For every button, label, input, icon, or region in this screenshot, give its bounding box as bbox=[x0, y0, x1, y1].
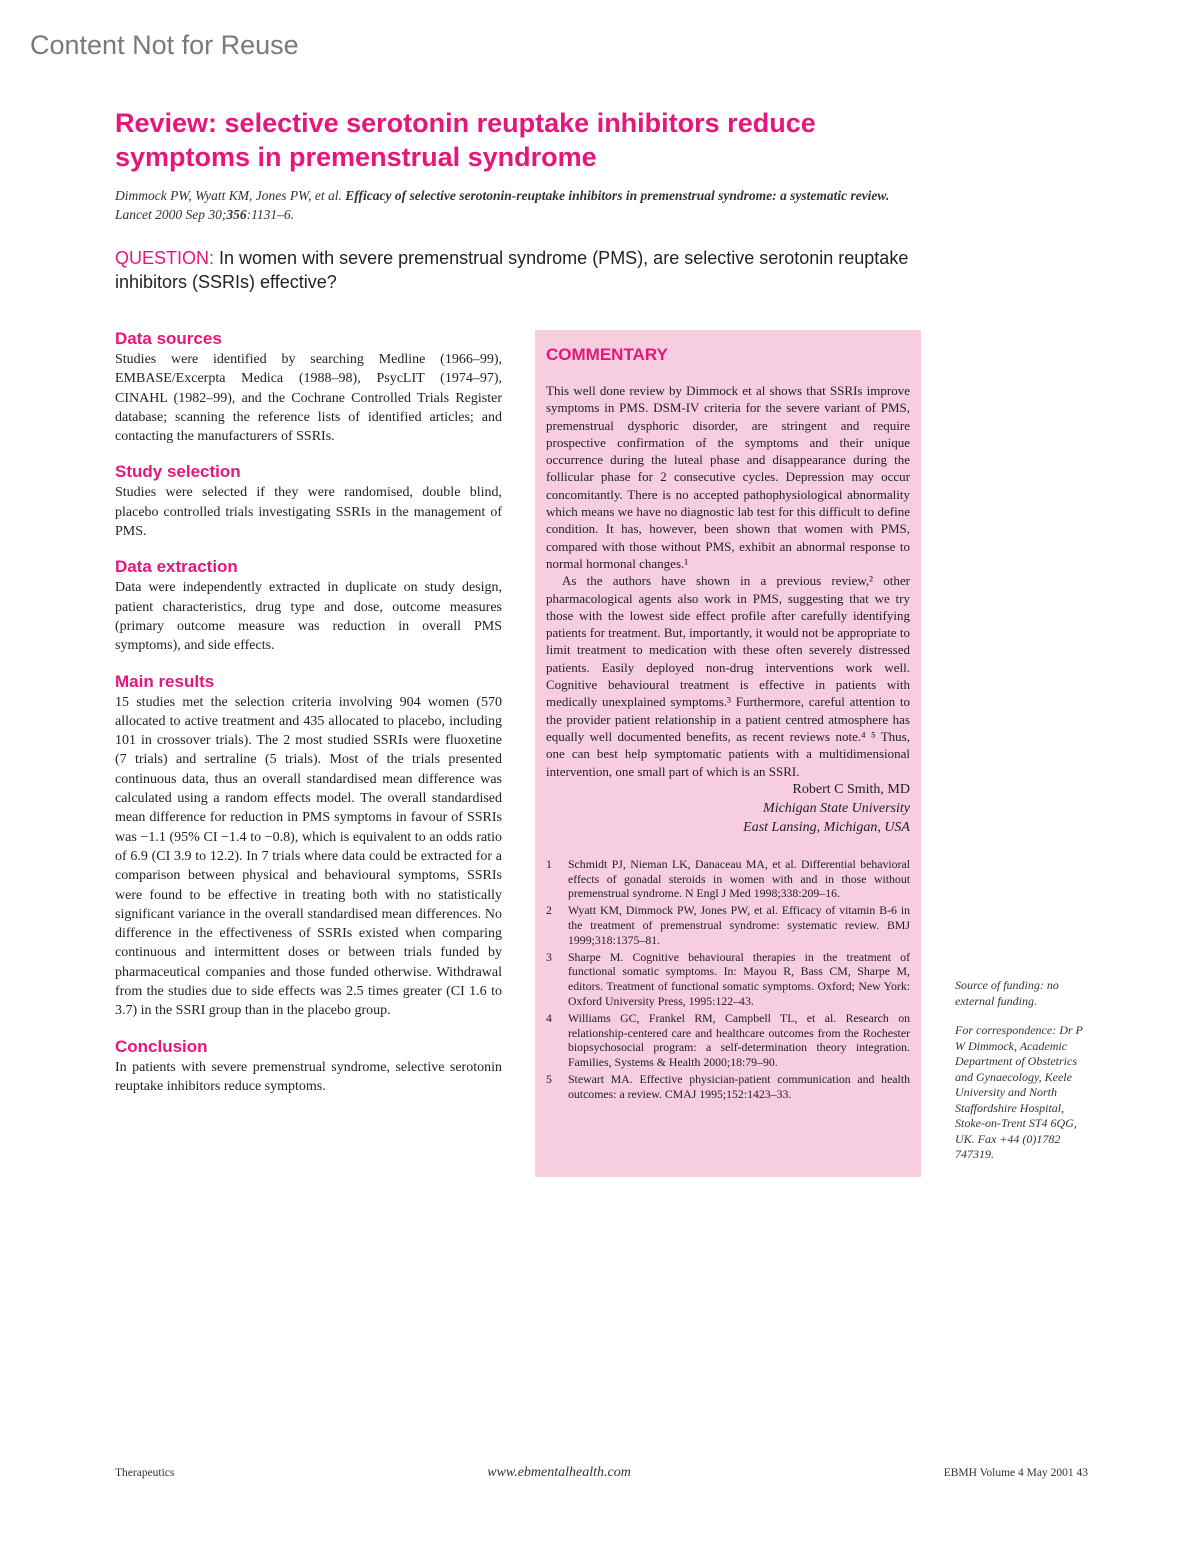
section-heading-data-extraction: Data extraction bbox=[115, 557, 238, 577]
footer-journal-info: EBMH Volume 4 May 2001 43 bbox=[943, 1467, 1088, 1479]
reference-text: Sharpe M. Cognitive behavioural therapies in the treatment of functional somatic symptoms. In: Mayou R, Bass CM, Sharpe M, editors. Treatment of functional somatic symptoms. Oxford; New York: Oxford University Press, 1995:122–43. bbox=[568, 949, 910, 1008]
reference-item bbox=[546, 1072, 910, 1102]
reference-text: Schmidt PJ, Nieman LK, Danaceau MA, et al. Differential behavioral effects of gonadal steroids in women with and in those without premenstrual syndrome. N Engl J Med 1998;338:209–16. bbox=[568, 856, 910, 901]
section-heading-main-results: Main results bbox=[115, 671, 215, 691]
reference-number: 5 bbox=[546, 1071, 552, 1086]
question bbox=[115, 246, 915, 294]
reference-item bbox=[546, 857, 910, 901]
section-heading-study-selection: Study selection bbox=[115, 462, 241, 482]
citation-authors: Dimmock PW, Wyatt KM, Jones PW, et al. bbox=[115, 188, 342, 203]
citation bbox=[115, 186, 915, 224]
reference-item bbox=[546, 1011, 910, 1070]
reference-text: Stewart MA. Effective physician-patient communication and health outcomes: a review. CMAJ 1995;152:1423–33. bbox=[568, 1071, 910, 1101]
citation-article-title: Efficacy of selective serotonin-reuptake inhibitors in premenstrual syndrome: a systematic review. bbox=[345, 188, 890, 203]
footer-website: www.ebmentalhealth.com bbox=[487, 1465, 631, 1480]
commentary-paragraph: This well done review by Dimmock et al shows that SSRIs improve symptoms in PMS. DSM-IV criteria for the severe variant of PMS, premenstrual dysphoric disorder, are stringent and require prospective confirmation of the symptoms and their unique occurrence during the luteal phase and disappearance during the follicular phase for 2 consecutive cycles. Depression may occur concomitantly. There is no accepted pathophysiological abnormality which means we have no diagnostic lab test for this difficult to define condition. It has, however, been shown that women with PMS, compared with those without PMS, exhibit an abnormal response to normal hormonal changes.¹ bbox=[546, 383, 910, 571]
section-text-data-sources: Studies were identified by searching Medline (1966–99), EMBASE/Excerpta Medica (1988–98), PsycLIT (1974–97), CINAHL (1982–99), and the Cochrane Controlled Trials Register database; scanning the reference lists of identified articles; and contacting the manufacturers of SSRIs. bbox=[115, 352, 502, 445]
commentary-heading: COMMENTARY bbox=[546, 345, 668, 364]
section-text-data-extraction: Data were independently extracted in duplicate on study design, patient characteristics, drug type and dose, outcome measures (primary outcome measure was reduction in overall PMS symptoms), and side effects. bbox=[115, 580, 502, 654]
question-text: In women with severe premenstrual syndrome (PMS), are selective serotonin reuptake inhibitors (SSRIs) effective? bbox=[115, 248, 909, 292]
funding-note: Source of funding: no external funding. bbox=[955, 978, 1059, 1008]
reference-text: Williams GC, Frankel RM, Campbell TL, et al. Research on relationship-centered care and healthcare outcomes from the Rochester biopsychosocial program: a self-determination theory integration. Families, Systems & Health 2000;18:79–90. bbox=[568, 1010, 910, 1070]
commentary-signature bbox=[546, 780, 910, 837]
commentary-box bbox=[535, 330, 921, 1177]
citation-volume: 356 bbox=[226, 207, 247, 222]
section-text-conclusion: In patients with severe premenstrual syndrome, selective serotonin reuptake inhibitors reduce symptoms. bbox=[115, 1059, 502, 1094]
question-label: QUESTION: bbox=[115, 248, 215, 268]
side-note bbox=[955, 978, 1090, 1177]
signature-institution: Michigan State University bbox=[763, 800, 910, 816]
correspondence-note: For correspondence: Dr P W Dimmock, Academic Department of Obstetrics and Gynaecology, Keele University and North Staffordshire Hospital, Stoke-on-Trent ST4 6QG, UK. Fax +44 (0)1782 747319. bbox=[955, 1023, 1083, 1161]
commentary-paragraph: As the authors have shown in a previous review,² other pharmacological agents also work in PMS, suggesting that we try those with the lowest side effect profile after carefully identifying patients for treatment. But, importantly, it would not be appropriate to limit treatment to medication with these often severely distressed patients. Easily deployed non-drug interventions work well. Cognitive behavioural treatment is effective in patients with medically unexplained symptoms.³ Furthermore, careful attention to the provider patient relationship in a patient centred atmosphere has equally well documented benefits, as recent reviews note.⁴ ⁵ Thus, one can best help symptomatic patients with a multidimensional intervention, one small part of which is an SSRI. bbox=[546, 573, 910, 779]
commentary-body bbox=[546, 382, 910, 780]
reference-text: Wyatt KM, Dimmock PW, Jones PW, et al. Efficacy of vitamin B-6 in the treatment of premenstrual syndrome: systematic review. BMJ 1999;318:1375–81. bbox=[568, 903, 910, 947]
reference-number: 3 bbox=[546, 949, 552, 964]
footer-section: Therapeutics bbox=[115, 1467, 175, 1479]
reference-item bbox=[546, 903, 910, 947]
signature-name: Robert C Smith, MD bbox=[792, 781, 910, 797]
reference-list bbox=[546, 857, 910, 1102]
section-text-study-selection: Studies were selected if they were randomised, double blind, placebo controlled trials investigating SSRIs in the management of PMS. bbox=[115, 485, 502, 540]
page-footer bbox=[115, 1465, 1088, 1481]
citation-pages: :1131–6. bbox=[246, 207, 294, 222]
section-heading-data-sources: Data sources bbox=[115, 329, 222, 348]
reference-number: 1 bbox=[546, 856, 552, 871]
article-title: Review: selective serotonin reuptake inhibitors reduce symptoms in premenstrual syndrome bbox=[115, 108, 816, 172]
reference-item bbox=[546, 950, 910, 1009]
reference-number: 4 bbox=[546, 1010, 552, 1025]
signature-location: East Lansing, Michigan, USA bbox=[743, 819, 910, 835]
section-text-main-results: 15 studies met the selection criteria involving 904 women (570 allocated to active treatment and 435 allocated to placebo, including 101 in crossover trials). The 2 most studied SSRIs were fluoxetine (7 trials) and sertraline (5 trials). Most of the trials presented continuous data, thus an overall standardised mean difference was calculated using a random effects model. The overall standardised mean difference for reduction in PMS symptoms in favour of SSRIs was −1.1 (95% CI −1.4 to −0.8), which is equivalent to an odds ratio of 6.9 (CI 3.9 to 12.2). In 7 trials where data could be extracted for a comparison between physical and behavioural symptoms, SSRIs were found to be effective in treating both with no statistically significant variance in the overall standardised mean differences. No difference in the effectiveness of SSRIs existed when comparing continuous and intermittent doses or between trials funded by pharmaceutical companies and those funded otherwise. Withdrawal from the studies due to side effects was 2.5 times greater (CI 1.6 to 3.7) in the SSRI group than in the placebo group. bbox=[115, 694, 502, 1019]
abstract-column bbox=[115, 328, 502, 1111]
reference-number: 2 bbox=[546, 903, 552, 918]
section-heading-conclusion: Conclusion bbox=[115, 1036, 208, 1056]
citation-source: Lancet 2000 Sep 30; bbox=[115, 207, 227, 222]
watermark: Content Not for Reuse bbox=[30, 30, 299, 60]
